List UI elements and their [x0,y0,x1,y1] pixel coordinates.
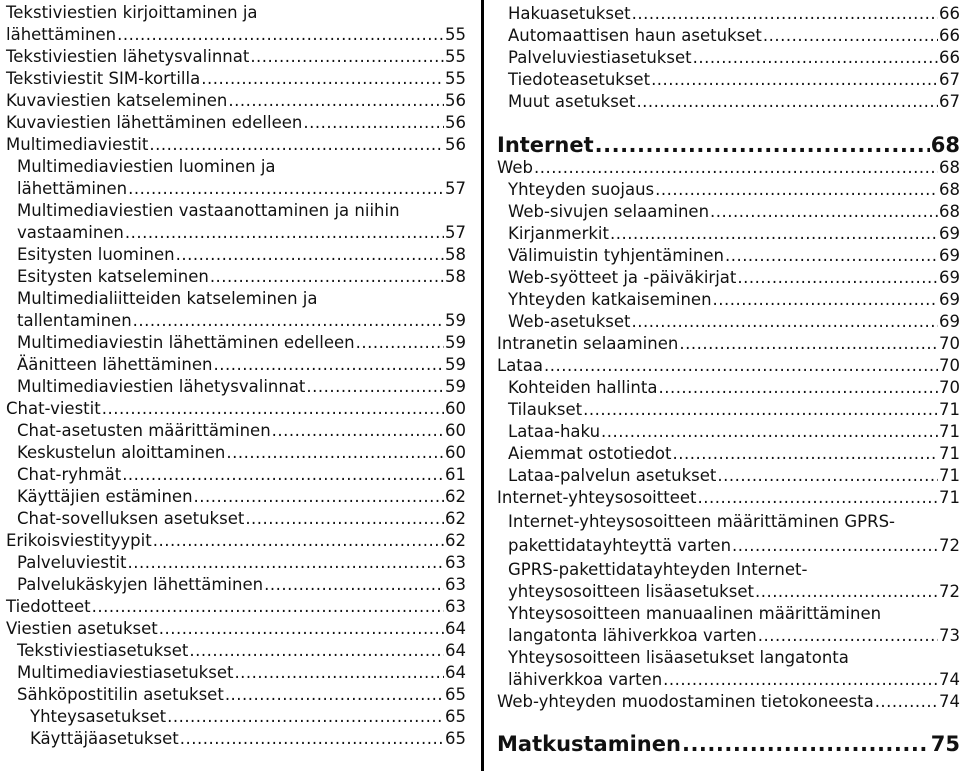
toc-entry-title: Chat-viestit [6,399,101,418]
toc-entry-title: Yhteysosoitteen manuaalinen määrittäminen [508,604,882,623]
toc-page-number: 65 [445,729,466,748]
toc-dot-leader [201,68,444,90]
toc-page-number: 71 [939,400,960,419]
toc-page-number: 64 [445,663,466,682]
toc-page-number: 55 [445,25,466,44]
toc-dot-leader [272,420,444,442]
toc-entry-title: Kuvaviestien lähettäminen edelleen [6,113,303,132]
toc-entry [497,355,960,377]
toc-page-number: 64 [445,619,466,638]
toc-entry [497,511,960,533]
toc-entry [497,3,960,25]
toc-page-number: 75 [930,732,960,756]
toc-entry-title: Lataa-haku [508,422,601,441]
toc-dot-leader [234,662,444,684]
toc-page-number: 57 [445,179,466,198]
toc-dot-leader [725,245,938,267]
toc-entry-title: Chat-sovelluksen asetukset [17,509,245,528]
toc-page-number: 66 [939,4,960,23]
toc-entry-title: Intranetin selaaminen [497,334,679,353]
toc-page-number: 55 [445,69,466,88]
toc-page-number: 71 [939,488,960,507]
toc-dot-leader [153,530,444,552]
toc-entry-title: Erikoisviestityypit [6,531,152,550]
toc-entry-title: Web-sivujen selaaminen [508,202,710,221]
toc-dot-leader [710,201,938,223]
toc-page-number: 69 [939,224,960,243]
toc-dot-leader [763,25,938,47]
toc-entry [497,399,960,421]
toc-entry-title: Tekstiviestien kirjoittaminen ja [6,3,258,22]
toc-entry [6,596,466,618]
toc-dot-leader [693,47,938,69]
toc-page-number: 62 [445,509,466,528]
toc-entry [497,465,960,487]
toc-entry [497,691,960,713]
toc-dot-leader [225,684,444,706]
toc-dot-leader [636,91,938,113]
toc-entry-title: Tekstiviestiasetukset [17,641,189,660]
toc-entry-title: Käyttäjäasetukset [30,729,179,748]
toc-entry-title: Multimedialiitteiden katseleminen ja [17,289,318,308]
toc-dot-leader [601,421,938,443]
toc-entry-title: Internet [497,133,594,157]
toc-page-number: 61 [445,465,466,484]
toc-entry [497,245,960,267]
toc-entry [497,201,960,223]
toc-entry-title: Yhteyden katkaiseminen [508,290,712,309]
toc-dot-leader [717,465,938,487]
toc-entry [6,354,466,376]
toc-entry [6,222,466,244]
toc-entry [6,24,466,46]
toc-entry-title: Lataa [497,356,543,375]
toc-dot-leader [697,487,938,509]
toc-entry [497,421,960,443]
toc-page-number: 71 [939,466,960,485]
toc-entry [6,178,466,200]
toc-entry-title: Tekstiviestien lähetysvalinnat [6,47,250,66]
toc-dot-leader [128,178,444,200]
toc-entry-title: Web-syötteet ja -päiväkirjat [508,268,737,287]
toc-entry-title: Multimediaviestin lähettäminen edelleen [17,333,355,352]
toc-entry-title: Multimediaviestien vastaanottaminen ja niihin [17,201,400,220]
toc-dot-leader [303,112,444,134]
toc-entry [6,90,466,112]
toc-entry [6,2,466,24]
toc-entry-title: Internet-yhteysosoitteen määrittäminen GPRS- [508,512,896,531]
toc-entry [6,530,466,552]
toc-dot-leader [663,669,938,691]
toc-entry [6,376,466,398]
toc-page-number: 57 [445,223,466,242]
toc-page-number: 70 [939,334,960,353]
toc-entry [6,398,466,420]
toc-entry-title: Tiedotteet [6,597,91,616]
toc-entry [6,156,466,178]
toc-entry-title: Automaattisen haun asetukset [508,26,762,45]
toc-page-number: 58 [445,267,466,286]
toc-dot-leader [651,69,938,91]
toc-entry-title: Web-yhteyden muodostaminen tietokoneesta [497,692,874,711]
toc-entry [6,574,466,596]
toc-entry [6,552,466,574]
toc-entry [497,377,960,399]
toc-dot-leader [595,131,930,159]
toc-dot-leader [210,266,444,288]
toc-entry [497,669,960,691]
toc-entry-title: Chat-ryhmät [17,465,122,484]
toc-entry [6,134,466,156]
toc-dot-leader [658,377,938,399]
toc-entry [497,559,960,581]
toc-entry [6,288,466,310]
toc-entry-title: Palvelukäskyjen lähettäminen [17,575,264,594]
toc-page-number: 66 [939,48,960,67]
toc-dot-leader [213,354,444,376]
toc-page-number: 74 [939,670,960,689]
toc-dot-leader [737,267,938,289]
toc-entry [497,179,960,201]
toc-page-number: 56 [445,135,466,154]
toc-entry-title: Tekstiviestit SIM-kortilla [6,69,201,88]
toc-entry [497,535,960,557]
toc-dot-leader [125,222,444,244]
toc-entry-title: Multimediaviestien luominen ja [17,157,276,176]
toc-dot-leader [250,46,444,68]
toc-page-number: 70 [939,356,960,375]
toc-dot-leader [356,332,444,354]
toc-page-number: 69 [939,290,960,309]
toc-page-number: 59 [445,377,466,396]
toc-dot-leader [228,90,444,112]
toc-entry-title: Hakuasetukset [508,4,631,23]
toc-entry-title: Matkustaminen [497,732,681,756]
toc-page-number: 69 [939,246,960,265]
toc-entry-title: Äänitteen lähettäminen [17,355,213,374]
toc-entry [6,486,466,508]
toc-entry-title: lähiverkkoa varten [508,670,663,689]
toc-dot-leader [176,244,444,266]
toc-dot-leader [122,464,444,486]
toc-entry-title: Esitysten luominen [17,245,175,264]
toc-entry [6,310,466,332]
toc-entry [6,420,466,442]
toc-dot-leader [102,398,444,420]
toc-entry [6,200,466,222]
toc-entry-title: Tilaukset [508,400,583,419]
toc-entry [6,244,466,266]
toc-dot-leader [264,574,444,596]
toc-dot-leader [189,640,444,662]
toc-entry [6,508,466,530]
toc-entry [6,332,466,354]
toc-entry [6,618,466,640]
toc-entry-title: tallentaminen [17,311,132,330]
toc-page-number: 60 [445,443,466,462]
toc-dot-leader [679,333,938,355]
toc-entry-title: pakettidatayhteyttä varten [508,536,732,555]
toc-entry [497,267,960,289]
toc-page-number: 59 [445,355,466,374]
toc-page-number: 62 [445,531,466,550]
toc-page-number: 62 [445,487,466,506]
toc-entry [497,581,960,603]
toc-dot-leader [875,691,938,713]
toc-entry-title: Yhteysasetukset [30,707,167,726]
toc-dot-leader [755,581,938,603]
toc-entry-title: Tiedoteasetukset [508,70,651,89]
toc-dot-leader [226,442,444,464]
toc-entry [6,112,466,134]
toc-page-number: 65 [445,685,466,704]
toc-dot-leader [713,289,938,311]
toc-entry [497,333,960,355]
toc-entry-title: Multimediaviestien lähetysvalinnat [17,377,306,396]
toc-entry-title: yhteysosoitteen lisäasetukset [508,582,754,601]
toc-page-number: 73 [939,626,960,645]
toc-entry-title: langatonta lähiverkkoa varten [508,626,757,645]
toc-entry-title: Internet-yhteysosoitteet [497,488,697,507]
toc-entry [497,625,960,647]
toc-dot-leader [245,508,444,530]
toc-dot-leader [149,134,444,156]
toc-entry [497,25,960,47]
toc-entry [497,289,960,311]
toc-entry-title: Yhteysosoitteen lisäasetukset langatonta [508,648,849,667]
toc-page-number: 70 [939,378,960,397]
toc-dot-leader [732,535,938,557]
toc-entry [6,464,466,486]
toc-entry-title: Palveluviestiasetukset [508,48,692,67]
toc-entry-title: Välimuistin tyhjentäminen [508,246,724,265]
toc-page-number: 63 [445,597,466,616]
toc-page-number: 55 [445,47,466,66]
toc-page-number: 60 [445,421,466,440]
toc-section-heading [497,730,960,758]
column-divider [481,0,484,771]
toc-page-number: 67 [939,92,960,111]
toc-dot-leader [682,730,930,758]
toc-entry-title: Muut asetukset [508,92,636,111]
toc-entry-title: vastaaminen [17,223,124,242]
toc-dot-leader [544,355,938,377]
toc-page-number: 63 [445,553,466,572]
toc-entry-title: Lataa-palvelun asetukset [508,466,717,485]
toc-entry-title: Yhteyden suojaus [508,180,655,199]
toc-entry [497,223,960,245]
toc-page-number: 59 [445,333,466,352]
toc-dot-leader [133,310,444,332]
toc-entry [6,662,466,684]
toc-dot-leader [180,728,444,750]
toc-entry [497,311,960,333]
toc-entry-title: Chat-asetusten määrittäminen [17,421,271,440]
toc-section-heading [497,131,960,159]
toc-dot-leader [673,443,939,465]
toc-entry [6,684,466,706]
toc-dot-leader [534,157,938,179]
toc-page-number: 68 [930,133,960,157]
toc-dot-leader [655,179,938,201]
toc-entry-title: Käyttäjien estäminen [17,487,193,506]
toc-dot-leader [610,223,938,245]
toc-entry-title: GPRS-pakettidatayhteyden Internet- [508,560,808,579]
toc-page-number: 72 [939,536,960,555]
toc-dot-leader [306,376,444,398]
toc-page-number: 72 [939,582,960,601]
toc-entry [6,640,466,662]
toc-entry [6,266,466,288]
toc-entry-title: Aiemmat ostotiedot [508,444,672,463]
toc-page-number: 60 [445,399,466,418]
toc-entry [497,487,960,509]
toc-page-number: 71 [939,422,960,441]
toc-page-number: 64 [445,641,466,660]
toc-page-number: 56 [445,113,466,132]
toc-entry [497,157,960,179]
toc-dot-leader [758,625,938,647]
toc-page-number: 59 [445,311,466,330]
toc-entry-title: Keskustelun aloittaminen [17,443,226,462]
toc-dot-leader [583,399,938,421]
toc-entry [497,91,960,113]
toc-dot-leader [167,706,444,728]
toc-entry-title: Kirjanmerkit [508,224,609,243]
toc-dot-leader [117,24,444,46]
toc-entry-title: Multimediaviestit [6,135,149,154]
toc-page-number: 69 [939,312,960,331]
toc-page-number: 63 [445,575,466,594]
toc-page-number: 74 [939,692,960,711]
toc-page-number: 69 [939,268,960,287]
toc-entry-title: Web [497,158,533,177]
toc-entry-title: Kuvaviestien katseleminen [6,91,228,110]
toc-entry [6,728,466,750]
toc-dot-leader [159,618,444,640]
toc-entry-title: Viestien asetukset [6,619,158,638]
toc-page-number: 68 [939,202,960,221]
toc-entry-title: lähettäminen [6,25,117,44]
toc-entry-title: Esitysten katseleminen [17,267,209,286]
toc-entry [6,46,466,68]
toc-page-number: 71 [939,444,960,463]
toc-entry [497,69,960,91]
toc-page-number: 65 [445,707,466,726]
toc-dot-leader [194,486,444,508]
toc-entry [497,47,960,69]
toc-entry [497,647,960,669]
toc-entry [497,603,960,625]
toc-entry-title: Multimediaviestiasetukset [17,663,234,682]
toc-entry [6,442,466,464]
toc-entry [497,443,960,465]
toc-entry-title: Sähköpostitilin asetukset [17,685,224,704]
toc-page-number: 58 [445,245,466,264]
toc-dot-leader [92,596,444,618]
toc-entry [6,68,466,90]
toc-dot-leader [127,552,444,574]
toc-page-number: 67 [939,70,960,89]
toc-entry-title: Palveluviestit [17,553,127,572]
toc-entry-title: Web-asetukset [508,312,631,331]
toc-entry-title: lähettäminen [17,179,128,198]
toc-entry-title: Kohteiden hallinta [508,378,658,397]
toc-page-number: 66 [939,26,960,45]
toc-dot-leader [632,311,939,333]
toc-page-number: 68 [939,158,960,177]
toc-page-number: 68 [939,180,960,199]
toc-entry [6,706,466,728]
toc-page-number: 56 [445,91,466,110]
toc-dot-leader [632,3,938,25]
